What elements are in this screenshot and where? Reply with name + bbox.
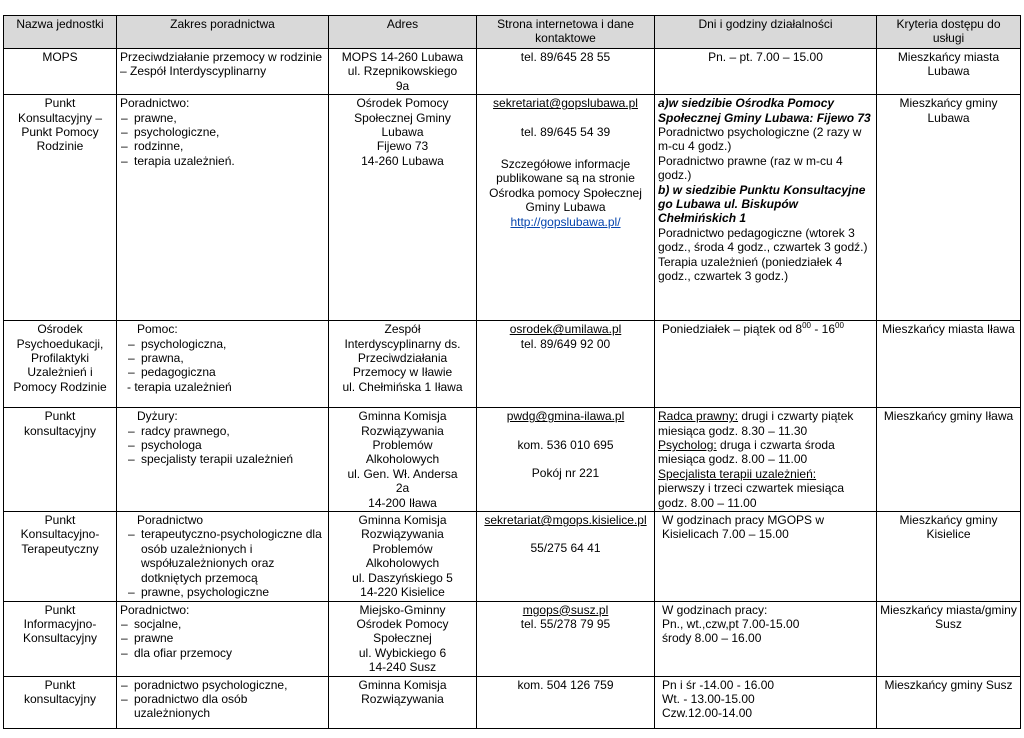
phone: 55/275 64 41 [530,541,601,556]
address-line: 14-260 Lubawa [361,153,444,168]
address-line: ul. Chełmińska 1 Iława [342,379,463,394]
address-line: Alkoholowych [365,556,440,571]
address [329,321,477,408]
hours-from: Poniedziałek – piątek od 8 [662,322,803,337]
scope-item: – psychologa [127,438,325,452]
address [329,408,477,512]
table-row [4,601,1021,676]
scope-text: Przeciwdziałanie przemocy w rodzinie – Zespół Interdyscyplinarny [120,50,323,79]
hours-text: W godzinach pracy: [662,602,768,617]
scope-item: – pedagogiczna [127,365,325,379]
address-line: 14-240 Susz [368,660,437,675]
phone: tel. 55/278 79 95 [520,616,611,631]
hours [655,676,877,728]
hours-label: Psycholog: [658,438,717,453]
hours [655,512,877,601]
hours [655,49,877,95]
access: Mieszkańcy gminy Kisielice [877,512,1021,601]
scope [117,321,329,408]
contact [477,512,655,601]
contact [477,601,655,676]
hours-text: W godzinach pracy MGOPS w Kisielicach 7.00 – 15.00 [662,513,825,542]
address-line: 9a [395,78,410,93]
services-table [3,15,1021,729]
contact [477,676,655,728]
header-contact: Strona internetowa i dane kontaktowe [477,16,655,49]
scope-title: Dyżury: [137,409,178,424]
address-line: Interdyscyplinarny ds. [344,336,461,351]
phone: tel. 89/649 92 00 [520,336,611,351]
header-access: Kryteria dostępu do usługi [877,16,1021,49]
scope [117,676,329,728]
access: Mieszkańcy gminy Susz [877,676,1021,728]
hours [655,408,877,512]
scope [117,601,329,676]
header-scope: Zakres poradnictwa [117,16,329,49]
scope-item: – specjalisty terapii uzależnień [127,452,325,466]
access: Mieszkańcy miasta Lubawa [877,49,1021,95]
scope-item: – prawne [120,631,325,645]
address [329,512,477,601]
hours-text: Poradnictwo pedagogiczne (wtorek 3 godz., środa 4 godz., czwartek 3 godź.) [658,225,868,255]
phone: kom. 536 010 695 [517,437,614,452]
hours-text [658,322,873,336]
table-row [4,512,1021,601]
hours-detail: druga i czwarta środa miesiąca godz. 8.00 – 11.00 [658,438,835,467]
scope-item: – prawne, psychologiczne [127,585,325,599]
scope-item: – psychologiczne, [120,125,325,139]
table-row [4,321,1021,408]
address-line: Lubawa [381,125,424,140]
address-line: Fijewo 73 [376,139,429,154]
address-line: MOPS 14-260 Lubawa [341,50,464,64]
address-line: Miejsko-Gminny [359,602,446,617]
hours-text: Pn., wt.,czw,pt 7.00-15.00 [662,616,800,631]
hours-text: Terapia uzależnień (poniedziałek 4 godz., czwartek 3 godz.) [658,254,843,284]
address-line: ul. Gen. Wł. Andersa [347,466,458,481]
hours-detail: pierwszy i trzeci czwartek miesiąca godz. 8.00 – 11.00 [658,481,845,510]
hours-location-a: a)w siedzibie Ośrodka Pomocy Społecznej Gminy Lubawa: Fijewo 73 [658,96,871,125]
phone: tel. 89/645 54 39 [520,124,611,139]
hours [655,601,877,676]
scope-title: Poradnictwo [137,513,204,528]
contact [477,321,655,408]
address-line: Gminna Komisja [358,409,447,424]
address-line: Ośrodek Pomocy [356,96,449,111]
scope-item: - terapia uzależnień [127,379,232,394]
hours [655,95,877,321]
hours-text: Poradnictwo prawne (raz w m-cu 4 godz.) [658,153,843,183]
scope [117,95,329,321]
scope-item: – terapia uzależnień. [120,154,325,168]
address-line: Rozwiązywania [361,527,444,542]
address-line: ul. Daszyńskiego 5 [352,570,453,585]
unit-name: Punkt Konsultacyjno-Terapeutyczny [4,512,117,601]
phone: tel. 89/645 28 55 [520,50,611,64]
unit-name: Ośrodek Psychoedukacji, Profilaktyki Uzależnień i Pomocy Rodzinie [4,321,117,408]
address-line: Problemów [372,438,433,453]
access: Mieszkańcy miasta Iława [877,321,1021,408]
header-address: Adres [329,16,477,49]
contact [477,49,655,95]
address-line: Problemów [372,541,433,556]
table-header-row [4,16,1021,49]
hours-text: Pn. – pt. 7.00 – 15.00 [708,50,823,64]
address-line: Społecznej [373,631,432,646]
website-link[interactable]: http://gopslubawa.pl/ [510,214,621,229]
address [329,95,477,321]
address-line: ul. Rzepnikowskiego [347,64,458,79]
table-row [4,676,1021,728]
access: Mieszkańcy gminy Lubawa [877,95,1021,321]
hours-detail: drugi i czwarty piątek miesiąca godz. 8.30 – 11.30 [658,409,854,438]
email-link[interactable]: osrodek@umilawa.pl [509,322,622,337]
scope-item: – terapeutyczno-psychologiczne dla osób uzależnionych i współuzależnionych oraz dotkniętych przemocą [127,527,325,585]
table-row [4,95,1021,321]
address-line: Rozwiązywania [361,691,444,706]
hours-text [658,409,873,438]
table-row [4,408,1021,512]
email-link[interactable]: sekretariat@gopslubawa.pl [493,96,638,111]
address-line: Ośrodek Pomocy [356,616,449,631]
hours-from-minutes: 00 [802,321,812,331]
contact-note: Szczegółowe informacje publikowane są na stronie Ośrodka pomocy Społecznej Gminy Lubawa [489,157,642,215]
contact [477,95,655,321]
scope-item: – socjalne, [120,617,325,631]
address-line: Przeciwdziałania [357,351,448,366]
hours-label: Specjalista terapii uzależnień: [658,466,817,481]
address-line: 14-220 Kisielice [360,585,445,600]
unit-name: Punkt Informacyjno-Konsultacyjny [4,601,117,676]
address-line: Gminna Komisja [358,513,447,528]
access: Mieszkańcy miasta/gminy Susz [877,601,1021,676]
scope-item: – poradnictwo psychologiczne, [120,678,325,692]
unit-name: Punkt konsultacyjny [4,676,117,728]
scope-item: – poradnictwo dla osób uzależnionych [120,692,325,721]
table-row [4,49,1021,95]
address [329,49,477,95]
scope-item: – rodzinne, [120,139,325,153]
hours-text [658,438,873,467]
address-line: Gminna Komisja [358,677,447,692]
address-line: Zespół [384,322,421,337]
hours-to-minutes: 00 [835,321,844,331]
access: Mieszkańcy gminy Iława [877,408,1021,512]
scope [117,512,329,601]
hours-text: środy 8.00 – 16.00 [662,631,762,646]
address-line: ul. Wybickiego 6 [358,645,447,660]
email-link[interactable]: mgops@susz.pl [522,602,609,617]
scope-item: – psychologiczna, [127,337,325,351]
scope-item: – prawna, [127,351,325,365]
hours-text: Pn i śr -14.00 - 16.00 [662,677,775,692]
hours [655,321,877,408]
scope [117,408,329,512]
contact [477,408,655,512]
address-line: Przemocy w Iławie [352,365,453,380]
scope-title: Poradnictwo: [120,602,190,617]
address-line: Rozwiązywania [361,423,444,438]
scope-item: – dla ofiar przemocy [120,646,325,660]
hours-label: Radca prawny: [658,409,739,424]
phone: kom. 504 126 759 [517,677,614,692]
email-link[interactable]: pwdg@gmina-ilawa.pl [506,409,625,424]
hours-text: Poradnictwo psychologiczne (2 razy w m-cu 4 godz.) [658,125,862,154]
address-line: Społecznej Gminy [354,110,451,125]
room: Pokój nr 221 [531,466,600,481]
unit-name: Punkt Konsultacyjny – Punkt Pomocy Rodzinie [4,95,117,321]
scope-title: Pomoc: [137,322,178,337]
address [329,601,477,676]
unit-name: MOPS [4,49,117,95]
unit-name: Punkt konsultacyjny [4,408,117,512]
address-line: 2a [395,481,410,496]
hours-location-b: b) w siedzibie Punktu Konsultacyjne go Lubawa ul. Biskupów Chełmińskich 1 [658,182,866,226]
scope-item: – radcy prawnego, [127,424,325,438]
hours-text: Wt. - 13.00-15.00 [662,691,755,706]
address [329,676,477,728]
scope-title: Poradnictwo: [120,96,190,111]
address-line: Alkoholowych [365,452,440,467]
header-unit-name: Nazwa jednostki [4,16,117,49]
scope [117,49,329,95]
header-hours: Dni i godziny działalności [655,16,877,49]
hours-to: - 16 [811,322,836,337]
email-link[interactable]: sekretariat@mgops.kisielice.pl [484,513,647,528]
address-line: 14-200 Iława [368,495,437,510]
scope-item: – prawne, [120,111,325,125]
hours-text: Czw.12.00-14.00 [662,706,753,721]
